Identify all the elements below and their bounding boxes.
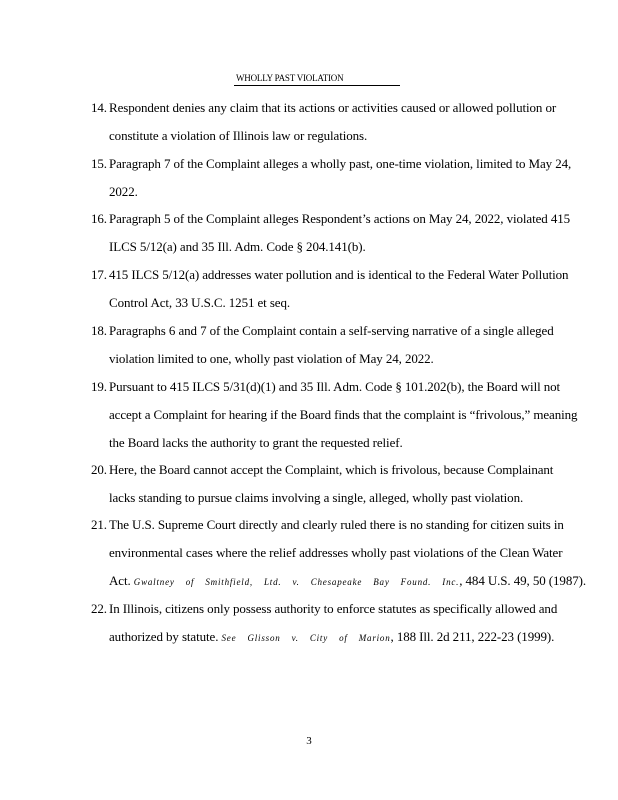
- case-citation: Gwaltney of Smithfield, Ltd. v. Chesapeake Bay Found. Inc.: [133, 577, 460, 587]
- paragraph-number: 16.: [91, 211, 107, 226]
- paragraph-14: [91, 94, 601, 150]
- paragraph-20: [91, 456, 601, 512]
- citation-line: [91, 567, 601, 596]
- paragraph-22: [91, 595, 601, 652]
- paragraph-number: 17.: [91, 267, 107, 282]
- paragraph-15: [91, 150, 601, 206]
- section-heading: WHOLLY PAST VIOLATION: [236, 73, 344, 83]
- paragraph-line: the Board lacks the authority to grant the requested relief.: [109, 435, 403, 450]
- citation-suffix: , 484 U.S. 49, 50 (1987).: [459, 573, 586, 588]
- citation-prefix: authorized by statute.: [109, 629, 222, 644]
- paragraph-line: violation limited to one, wholly past violation of May 24, 2022.: [109, 351, 434, 366]
- paragraph-line: ILCS 5/12(a) and 35 Ill. Adm. Code § 204.141(b).: [109, 239, 366, 254]
- paragraph-number: 14.: [91, 100, 107, 115]
- paragraph-number: 22.: [91, 601, 107, 616]
- paragraph-number: 19.: [91, 379, 107, 394]
- paragraph-line: 2022.: [109, 184, 138, 199]
- paragraph-line: Here, the Board cannot accept the Complaint, which is frivolous, because Complainant: [109, 462, 554, 477]
- paragraph-line: In Illinois, citizens only possess authority to enforce statutes as specifically allowed and: [109, 601, 558, 616]
- paragraph-line: constitute a violation of Illinois law or regulations.: [109, 128, 368, 143]
- paragraph-line: Paragraph 7 of the Complaint alleges a wholly past, one-time violation, limited to May 24,: [109, 156, 572, 171]
- paragraph-number: 15.: [91, 156, 107, 171]
- paragraph-number: 21.: [91, 517, 107, 532]
- paragraph-line: Paragraph 5 of the Complaint alleges Respondent’s actions on May 24, 2022, violated 415: [109, 211, 571, 226]
- page-number: 3: [306, 735, 312, 747]
- paragraph-number: 20.: [91, 462, 107, 477]
- paragraph-line: The U.S. Supreme Court directly and clearly ruled there is no standing for citizen suits in: [109, 517, 564, 532]
- paragraph-19: [91, 373, 601, 457]
- citation-suffix: , 188 Ill. 2d 211, 222-23 (1999).: [390, 629, 555, 644]
- paragraph-line: lacks standing to pursue claims involving a single, alleged, wholly past violation.: [109, 490, 524, 505]
- paragraph-16: [91, 205, 601, 261]
- paragraph-line: Pursuant to 415 ILCS 5/31(d)(1) and 35 Ill. Adm. Code § 101.202(b), the Board will not: [109, 379, 561, 394]
- paragraph-18: [91, 317, 601, 373]
- paragraph-line: Respondent denies any claim that its actions or activities caused or allowed pollution or: [109, 100, 557, 115]
- paragraph-line: Control Act, 33 U.S.C. 1251 et seq.: [109, 295, 291, 310]
- case-citation: See Glisson v. City of Marion: [221, 633, 391, 643]
- citation-prefix: Act.: [109, 573, 134, 588]
- paragraph-number: 18.: [91, 323, 107, 338]
- paragraph-line: environmental cases where the relief addresses wholly past violations of the Clean Water: [109, 545, 563, 560]
- paragraph-17: [91, 261, 601, 317]
- paragraph-line: Paragraphs 6 and 7 of the Complaint contain a self-serving narrative of a single alleged: [109, 323, 554, 338]
- heading-underline: [234, 85, 400, 86]
- paragraph-21: [91, 511, 601, 596]
- paragraph-line: accept a Complaint for hearing if the Board finds that the complaint is “frivolous,” meaning: [109, 407, 578, 422]
- citation-line: [91, 623, 601, 652]
- paragraph-line: 415 ILCS 5/12(a) addresses water pollution and is identical to the Federal Water Pollution: [109, 267, 569, 282]
